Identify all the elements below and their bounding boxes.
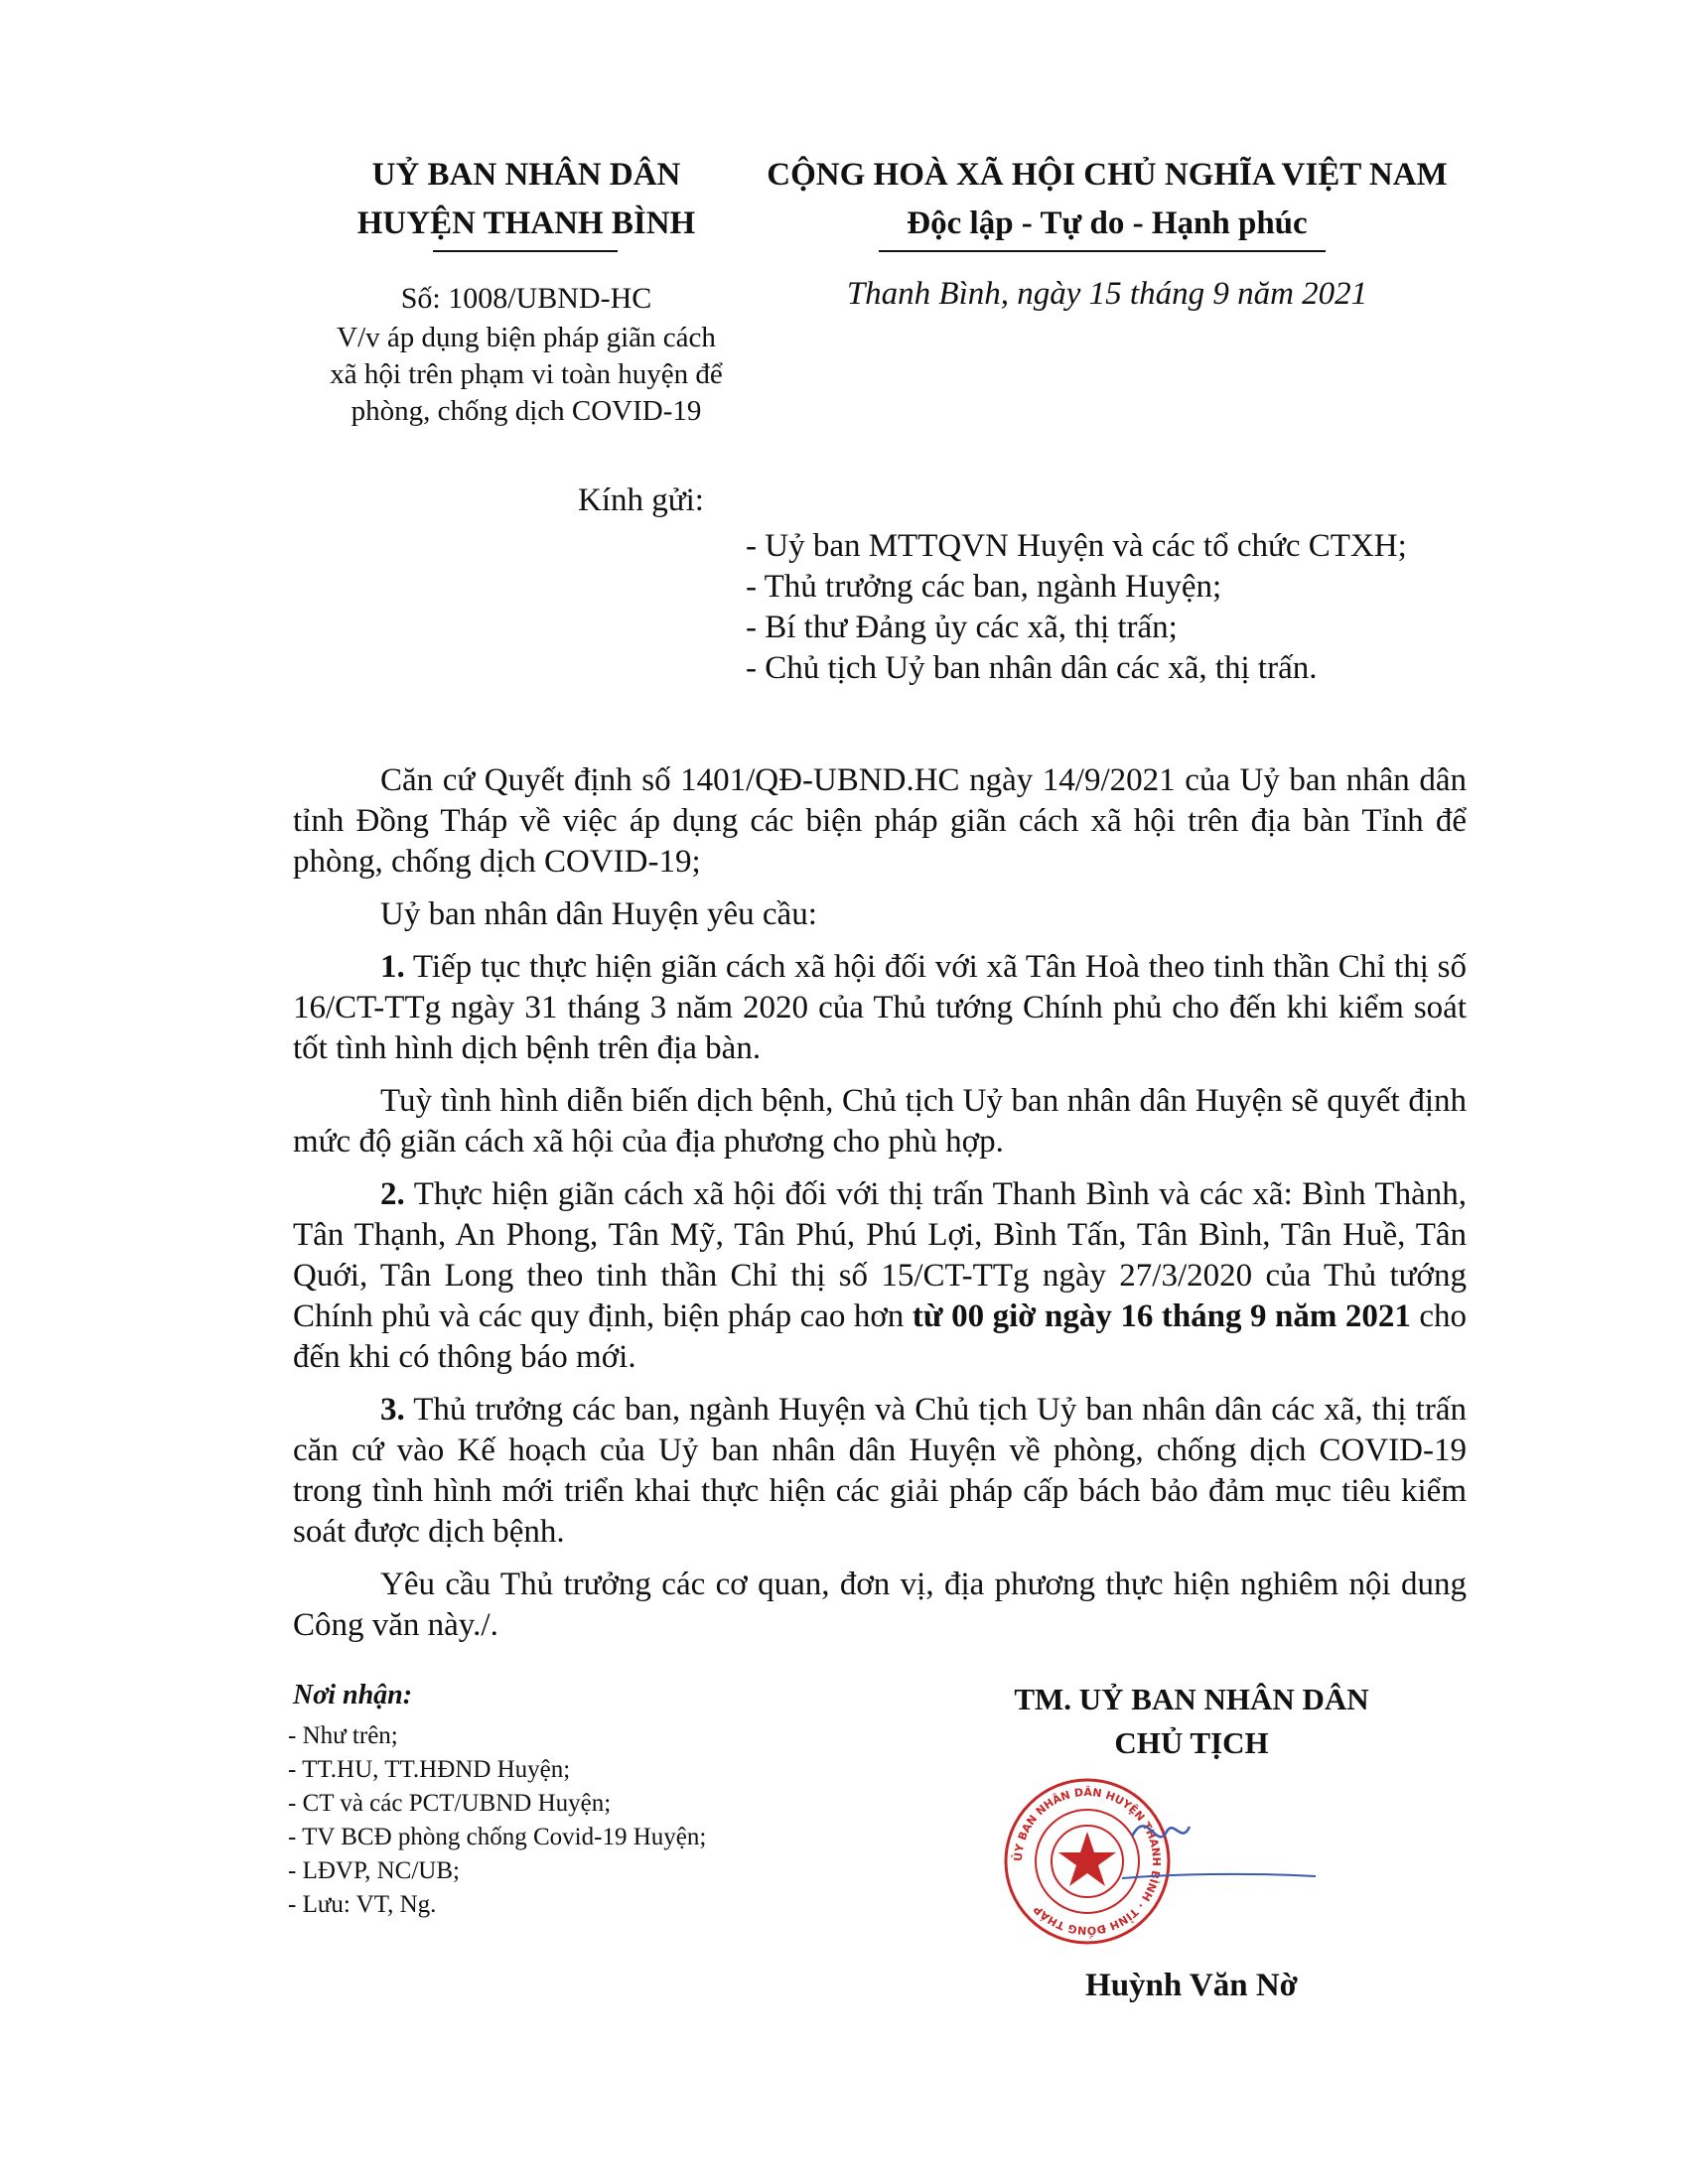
org-underline <box>433 250 618 252</box>
item-text: Thủ trưởng các ban, ngành Huyện và Chủ tịch Uỷ ban nhân dân các xã, thị trấn căn cứ vào Kế hoạch của Uỷ ban nhân dân Huyện về phòng, chống dịch COVID-19 trong tình hình mới triển khai thực hiện các giải pháp cấp bách bảo đảm mục tiêu kiểm soát được dịch bệnh. <box>293 1392 1467 1550</box>
recipient-item: - Uỷ ban MTTQVN Huyện và các tổ chức CTXH; <box>746 528 1407 564</box>
item-number: 2. <box>380 1176 405 1212</box>
paragraph-item-1 <box>293 947 1467 1069</box>
subject-line-1: V/v áp dụng biện pháp giãn cách <box>337 322 716 353</box>
distribution-list <box>288 1719 706 1922</box>
handwritten-signature-icon <box>1112 1797 1321 1906</box>
recipient-item: - Thủ trưởng các ban, ngành Huyện; <box>746 569 1222 605</box>
document-number: Số: 1008/UBND-HC <box>400 282 652 315</box>
motto-underline <box>879 250 1326 252</box>
distribution-title: Nơi nhận: <box>293 1680 413 1710</box>
document-subject <box>263 320 789 430</box>
recipient-item: - Chủ tịch Uỷ ban nhân dân các xã, thị trấn. <box>746 650 1318 686</box>
item-number: 1. <box>380 949 405 985</box>
place-date: Thanh Bình, ngày 15 tháng 9 năm 2021 <box>846 276 1368 312</box>
distribution-item: - TV BCĐ phòng chống Covid-19 Huyện; <box>288 1824 707 1850</box>
recipient-item: - Bí thư Đảng ủy các xã, thị trấn; <box>746 610 1178 645</box>
motto: Độc lập - Tự do - Hạnh phúc <box>907 205 1308 241</box>
signer-name: Huỳnh Văn Nờ <box>1085 1968 1298 2003</box>
issuing-authority <box>258 151 794 248</box>
seal-text: ỦY BAN NHÂN DÂN HUYỆN THANH BÌNH · TỈNH ĐỒNG THÁP <box>1011 1785 1164 1938</box>
item-text: Thực hiện giãn cách xã hội đối với thị trấn Thanh Bình và các xã: Bình Thành, Tân Thạnh, An Phong, Tân Mỹ, Tân Phú, Phú Lợi, Bình Tấn, Tân Bình, Tân Huề, Tân Quới, Tân Long theo tinh thần Chỉ thị số 15/CT-TTg ngày 27/3/2020 của Thủ tướng Chính phủ và các quy định, biện pháp cao hơn <box>293 1176 1467 1334</box>
signatory-line-2: CHỦ TỊCH <box>1114 1725 1269 1760</box>
subject-line-3: phòng, chống dịch COVID-19 <box>351 395 702 427</box>
paragraph-closing: Yêu cầu Thủ trưởng các cơ quan, đơn vị, địa phương thực hiện nghiêm nội dung Công văn này./. <box>293 1567 1467 1643</box>
distribution-item: - LĐVP, NC/UB; <box>288 1857 460 1884</box>
national-title <box>730 151 1484 248</box>
item-text: Tiếp tục thực hiện giãn cách xã hội đối với xã Tân Hoà theo tinh thần Chỉ thị số 16/CT-TTg ngày 31 tháng 3 năm 2020 của Thủ tướng Chính phủ cho đến khi kiểm soát tốt tình hình dịch bệnh trên địa bàn. <box>293 949 1467 1066</box>
distribution-item: - CT và các PCT/UBND Huyện; <box>288 1790 612 1817</box>
distribution-item: - Như trên; <box>288 1722 398 1749</box>
effective-time: từ 00 giờ ngày 16 tháng 9 năm 2021 <box>912 1298 1411 1334</box>
distribution-item: - Lưu: VT, Ng. <box>288 1891 437 1918</box>
signatory-title <box>953 1678 1430 1765</box>
org-line-2: HUYỆN THANH BÌNH <box>356 205 696 241</box>
distribution-item: - TT.HU, TT.HĐND Huyện; <box>288 1756 571 1783</box>
paragraph-legal-basis: Căn cứ Quyết định số 1401/QĐ-UBND.HC ngày 14/9/2021 của Uỷ ban nhân dân tỉnh Đồng Tháp về việc áp dụng các biện pháp giãn cách xã hội trên địa bàn Tỉnh để phòng, chống dịch COVID-19; <box>293 762 1467 880</box>
document-body <box>293 760 1467 1658</box>
signatory-line-1: TM. UỶ BAN NHÂN DÂN <box>1014 1682 1369 1716</box>
nation-name: CỘNG HOÀ XÃ HỘI CHỦ NGHĨA VIỆT NAM <box>767 157 1448 193</box>
item-number: 3. <box>380 1392 405 1428</box>
recipients-label: Kính gửi: <box>578 482 704 518</box>
recipients-list <box>746 526 1500 689</box>
item-text-end: cho đến khi có thông báo mới. <box>293 1298 1467 1375</box>
paragraph-item-2 <box>293 1174 1467 1378</box>
paragraph-item-3 <box>293 1390 1467 1553</box>
subject-line-2: xã hội trên phạm vi toàn huyện để <box>330 358 723 390</box>
paragraph-item-1-note: Tuỳ tình hình diễn biến dịch bệnh, Chủ tịch Uỷ ban nhân dân Huyện sẽ quyết định mức độ giãn cách xã hội của địa phương cho phù hợp. <box>293 1083 1467 1160</box>
org-line-1: UỶ BAN NHÂN DÂN <box>371 157 681 193</box>
paragraph-request-intro: Uỷ ban nhân dân Huyện yêu cầu: <box>380 896 817 932</box>
